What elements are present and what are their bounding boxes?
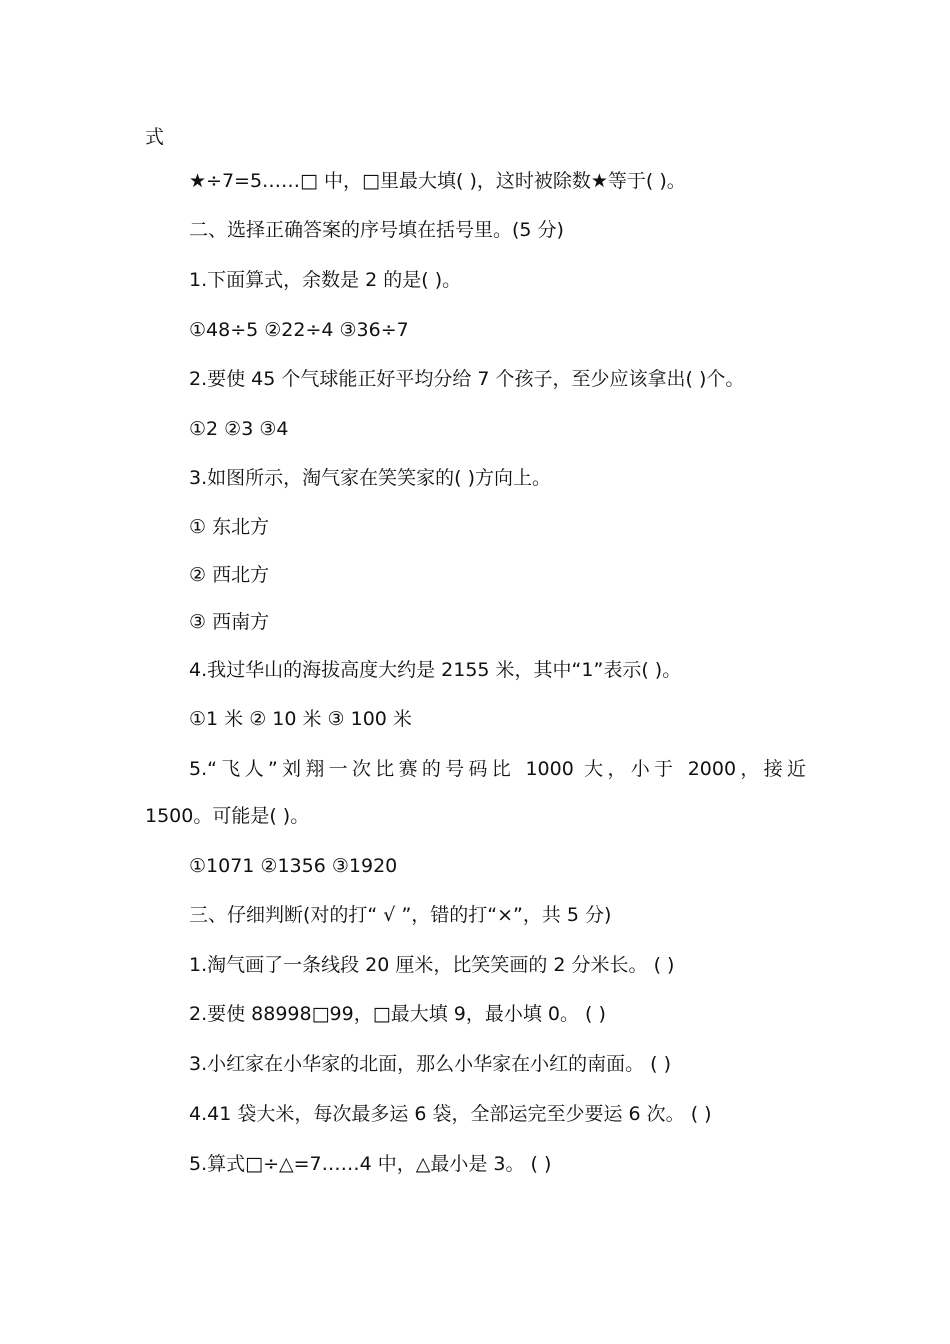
choice-question-5-line2: 1500。可能是( )。 <box>145 805 310 827</box>
section-two-heading: 二、选择正确答案的序号填在括号里。(5 分) <box>189 219 564 241</box>
choice-option-3c: ③ 西南方 <box>189 611 270 633</box>
text-line: 式 <box>145 126 165 148</box>
choice-options-1: ①48÷5 ②22÷4 ③36÷7 <box>189 319 409 341</box>
judge-question-3: 3.小红家在小华家的北面，那么小华家在小红的南面。 ( ) <box>189 1053 672 1075</box>
judge-question-4: 4.41 袋大米，每次最多运 6 袋，全部运完至少要运 6 次。 ( ) <box>189 1103 712 1125</box>
question-star-division: ★÷7=5……□ 中，□里最大填( )，这时被除数★等于( )。 <box>189 170 686 192</box>
choice-option-3b: ② 西北方 <box>189 564 270 586</box>
choice-options-4: ①1 米 ② 10 米 ③ 100 米 <box>189 708 412 730</box>
choice-question-3: 3.如图所示，淘气家在笑笑家的( )方向上。 <box>189 467 551 489</box>
choice-question-5-line1: 5.“飞人”刘翔一次比赛的号码比 1000 大，小于 2000，接近 <box>189 758 806 780</box>
judge-question-5: 5.算式□÷△=7……4 中，△最小是 3。 ( ) <box>189 1153 552 1175</box>
choice-question-2: 2.要使 45 个气球能正好平均分给 7 个孩子，至少应该拿出( )个。 <box>189 368 745 390</box>
choice-option-3a: ① 东北方 <box>189 516 270 538</box>
choice-question-4: 4.我过华山的海拔高度大约是 2155 米，其中“1”表示( )。 <box>189 659 682 681</box>
section-three-heading: 三、仔细判断(对的打“ √ ”，错的打“×”，共 5 分) <box>189 904 612 926</box>
choice-options-5: ①1071 ②1356 ③1920 <box>189 855 398 877</box>
choice-question-1: 1.下面算式，余数是 2 的是( )。 <box>189 269 462 291</box>
judge-question-1: 1.淘气画了一条线段 20 厘米，比笑笑画的 2 分米长。 ( ) <box>189 954 675 976</box>
judge-question-2: 2.要使 88998□99，□最大填 9，最小填 0。 ( ) <box>189 1003 606 1025</box>
choice-options-2: ①2 ②3 ③4 <box>189 418 289 440</box>
